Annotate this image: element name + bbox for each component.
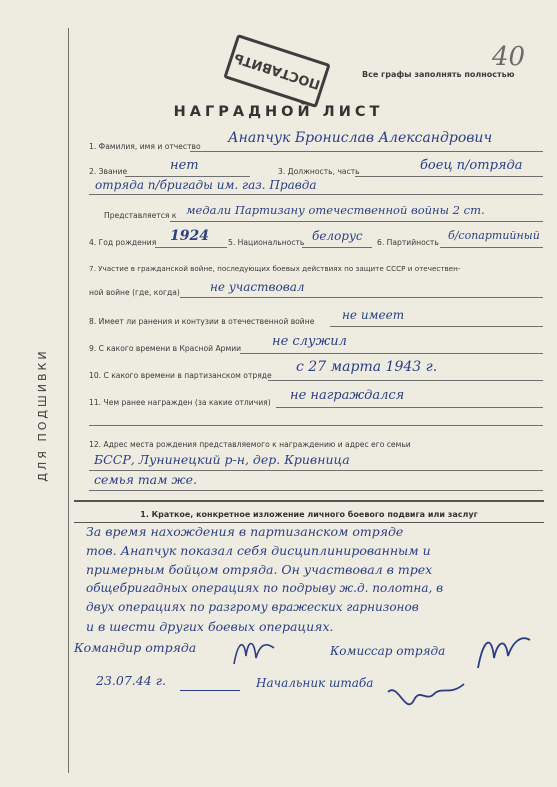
field-8-line <box>330 326 543 327</box>
field-11-line-extra <box>89 425 543 426</box>
header-instruction: Все графы заполнять полностью <box>362 70 515 79</box>
field-5-line <box>302 247 372 248</box>
field-11-value: не награждался <box>290 388 405 403</box>
field-11-label: 11. Чем ранее награжден (за какие отличия) <box>89 398 271 407</box>
archive-number: 40 <box>492 42 526 72</box>
stamp-text: ПОСТАВИТЬ <box>231 49 323 93</box>
section-1-line-2: тов. Анапчук показал себя дисциплинированным и <box>86 543 431 558</box>
field-10-line <box>268 380 543 381</box>
chief-signature <box>384 672 468 718</box>
section-1-line-3: примерным бойцом отряда. Он участвовал в трех <box>86 562 433 577</box>
field-6-line <box>440 247 543 248</box>
binding-margin-line <box>68 28 69 773</box>
field-12-line-b <box>89 490 543 491</box>
field-12-label: 12. Адрес места рождения представляемого к награждению и адрес его семьи <box>89 440 411 449</box>
field-4-value: 1924 <box>170 228 209 244</box>
field-3-value: боец п/отряда <box>420 158 523 173</box>
field-12-value-b: семья там же. <box>94 472 198 487</box>
section-1-line-5: двух операциях по разгрому вражеских гарнизонов <box>86 600 419 614</box>
page-title: НАГРАДНОЙ ЛИСТ <box>173 104 384 120</box>
field-7-line <box>180 297 543 298</box>
field-5-value: белорус <box>312 229 363 243</box>
field-4-line <box>155 247 227 248</box>
field-10-label: 10. С какого времени в партизанском отряде <box>89 371 272 380</box>
field-7-label-b: ной войне (где, когда) <box>89 288 180 297</box>
field-11-line <box>276 407 543 408</box>
section-1-line-1: За время нахождения в партизанском отряде <box>86 524 404 539</box>
field-9-label: 9. С какого времени в Красной Армии <box>89 344 242 353</box>
side-binding-label: ДЛЯ ПОДШИВКИ <box>36 348 49 482</box>
signature-date: 23.07.44 г. <box>96 673 166 688</box>
commander-signature <box>230 634 278 672</box>
field-9-value: не служил <box>272 334 347 349</box>
field-2-line <box>125 176 250 177</box>
present-value: медали Партизану отечественной войны 2 ст. <box>186 203 485 217</box>
section-1-line-6: и в шести других боевых операциях. <box>86 619 334 634</box>
section-top-rule <box>74 500 544 502</box>
field-12-value-a: БССР, Лунинецкий р-н, дер. Кривница <box>94 452 350 467</box>
field-2-value: нет <box>170 158 199 173</box>
field-1-value: Анапчук Бронислав Александрович <box>228 130 493 146</box>
field-3-line <box>355 176 543 177</box>
field-12-line-a <box>89 470 543 471</box>
section-1-line-4: общебригадных операциях по подрыву ж.д. полотна, в <box>86 581 444 595</box>
field-10-value: с 27 марта 1943 г. <box>296 359 438 375</box>
field-4-label: 4. Год рождения <box>89 238 157 247</box>
field-3-label: 3. Должность, часть <box>278 167 360 176</box>
commissar-signature <box>472 630 534 674</box>
field-5-label: 5. Национальность <box>228 238 305 247</box>
chief-line <box>180 690 240 691</box>
field-9-line <box>240 353 543 354</box>
field-1-label: 1. Фамилия, имя и отчество <box>89 142 201 151</box>
field-8-value: не имеет <box>342 308 405 322</box>
section-header-rule <box>74 522 544 523</box>
field-3-value-cont: отряда п/бригады им. газ. Правда <box>95 178 317 192</box>
field-6-label: 6. Партийность <box>377 238 439 247</box>
section-1-header: 1. Краткое, конкретное изложение личного боевого подвига или заслуг <box>140 510 478 519</box>
chief-label: Начальник штаба <box>256 676 374 690</box>
field-6-value: б/сопартийный <box>448 229 540 242</box>
field-8-label: 8. Имеет ли ранения и контузии в отечественной войне <box>89 317 315 326</box>
present-label: Представляется к <box>104 211 177 220</box>
field-7-value: не участвовал <box>210 280 305 294</box>
field-2-label: 2. Звание <box>89 167 128 176</box>
stamp <box>223 34 330 108</box>
field-7-label-a: 7. Участие в гражданской войне, последующих боевых действиях по защите СССР и отечествен- <box>89 264 461 273</box>
commissar-label: Комиссар отряда <box>330 644 446 658</box>
present-line <box>170 221 543 222</box>
commander-label: Командир отряда <box>74 640 197 655</box>
field-3-line-cont <box>89 194 543 195</box>
field-1-line <box>190 151 543 152</box>
